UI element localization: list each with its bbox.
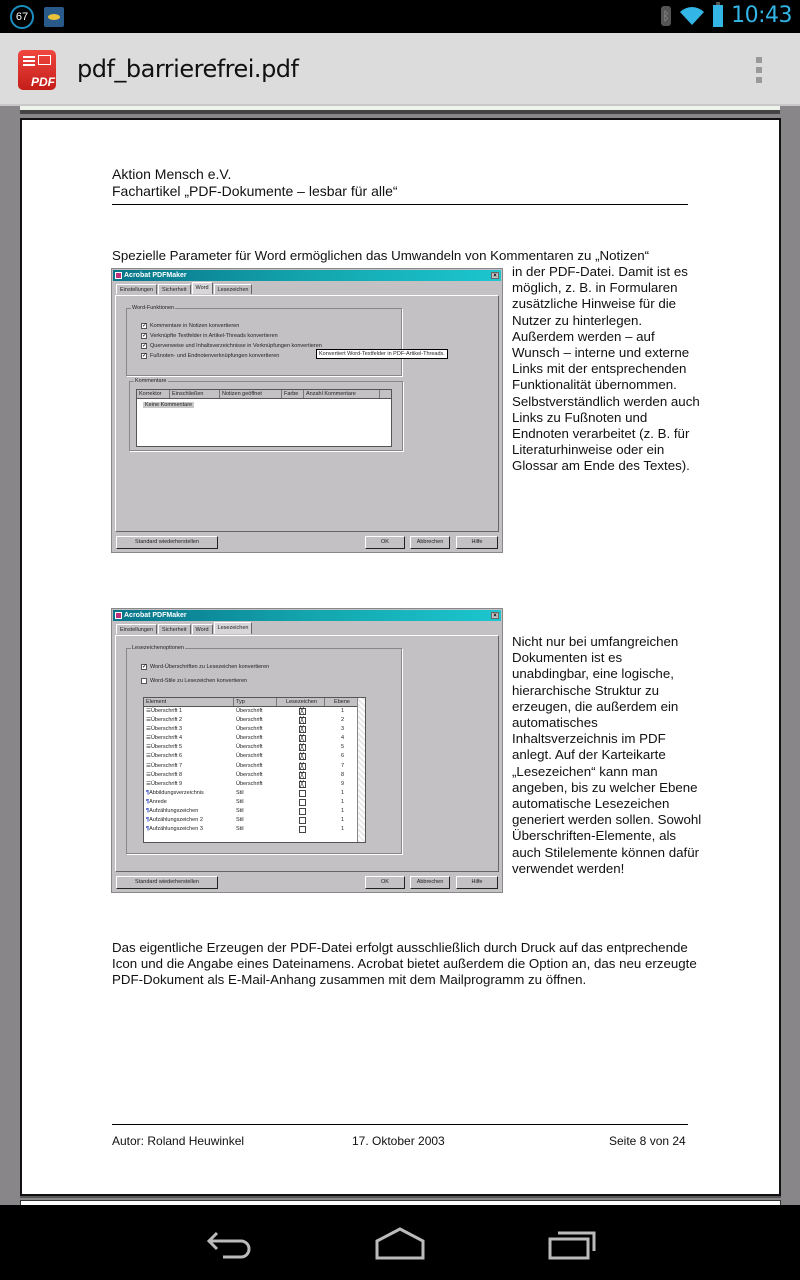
bookmark-checkbox [299,790,306,797]
clock: 10:43 [731,3,792,28]
overflow-menu-icon[interactable] [756,57,762,83]
acrobat-icon [115,272,122,279]
bookmark-checkbox [299,799,306,806]
list-row: ☰Überschrift 9 Überschrift ╳ 9 [146,780,345,788]
header-rule [112,204,688,205]
header-org: Aktion Mensch e.V. [112,166,232,182]
help-button: Hilfe [456,536,498,549]
list-row: ☰Überschrift 3 Überschrift ╳ 3 [146,726,345,734]
bookmark-checkbox: ╳ [299,708,305,715]
paragraph-style-icon: ¶ [146,826,150,833]
tab-lesezeichen: Lesezeichen [214,284,253,294]
dialog-tabs [116,624,253,634]
home-icon[interactable] [374,1227,426,1261]
previous-page-edge [20,106,780,114]
screenshot-pdfmaker-lesezeichen-tab [111,608,503,893]
bookmark-element-list: Element Typ Lesezeichen Ebene ☰Überschrift 1 Überschrift ╳ 1 ☰Überschrift 2 Überschrift ╳ 2 ☰Überschrift 3 Überschrift ╳ 3 ☰Überschrift 4 Überschrift ╳ 4 ☰Überschrift 5 Überschrift ╳ 5 ☰Überschrift 6 Überschrift ╳ 6 ☰Überschrift 7 Überschrift ╳ 7 ☰Überschrift 8 Überschrift ╳ 8 ☰Überschrift 9 Überschrift ╳ 9 ¶Abbildungsverzeichnis Stil 1 ¶Anrede Stil 1 ¶Aufzählungszeichen Stil 1 ¶Aufzählungszeichen 2 Stil 1 ¶Aufzählungszeichen 3 Stil 1 [143,697,366,843]
bookmark-checkbox [299,808,306,815]
tab-sicherheit: Sicherheit [158,624,190,634]
ok-button: OK [365,876,405,889]
notification-badge-icon: 67 [10,5,34,29]
cancel-button: Abbrechen [410,536,450,549]
tab-word: Word [192,282,213,294]
bookmark-checkbox: ╳ [299,771,305,779]
list-row: ¶Aufzählungszeichen 3 Stil 1 [146,826,345,833]
cancel-button: Abbrechen [410,876,450,889]
list-row: ☰Überschrift 8 Überschrift ╳ 8 [146,771,345,779]
checkbox-querverweise: ✓ Querverweise und Inhaltsverzeichnisse in Verknüpfungen konvertieren [142,343,322,349]
list-row: ☰Überschrift 7 Überschrift ╳ 7 [146,762,345,770]
tab-word: Word [192,624,213,634]
group-word-funktionen: Word-Funktionen ✓ Kommentare in Notizen konvertieren ✓ Verknüpfte Textfelder in Artikel-Threads konvertieren ✓ Querverweise und Inhaltsverzeichnisse in Verknüpfungen konvertieren ✓ Fußnoten- und Endnotenverknüpfungen konvertieren [126,308,402,376]
tab-panel [115,635,499,872]
help-button: Hilfe [456,876,498,889]
checkbox-stile: Word-Stile zu Lesezeichen konvertieren [141,678,247,684]
list-row: ☰Überschrift 4 Überschrift ╳ 4 [146,735,345,743]
ok-button: OK [365,536,405,549]
list-row: ☰Überschrift 6 Überschrift ╳ 6 [146,753,345,761]
status-bar [0,0,800,33]
heading-icon: ☰ [146,771,151,778]
paragraph-1-body: in der PDF-Datei. Damit ist es möglich, z. B. in Formularen zusätzliche Hinweise für die Nutzer zu hinterlegen. Außerdem werden – auf Wunsch – interne und externe Links mit der entsprechenden Funktionalität übernommen. Selbstverständlich werden auch Links zu Fußnoten und Endnoten verarbeitet (z. B. für Literaturhinweise oder ein Glossar am Ende des Textes). [512,264,700,474]
pdf-app-icon[interactable]: PDF [18,50,56,90]
list-row: ☰Überschrift 2 Überschrift ╳ 2 [146,717,345,725]
group-kommentare: Kommentare Korrektor Einschließen Notizen geöffnet Farbe Anzahl Kommentare Keine Kommentare [129,381,403,451]
list-scrollbar [357,698,365,842]
bookmark-checkbox [299,826,306,833]
bookmark-checkbox: ╳ [299,717,305,725]
footer-author: Autor: Roland Heuwinkel [112,1134,245,1148]
bookmark-checkbox: ╳ [299,735,305,743]
dialog-tabs [116,284,253,294]
list-row: ¶Abbildungsverzeichnis Stil 1 [146,789,345,796]
dialog-titlebar: Acrobat PDFMaker × [113,270,501,281]
bookmark-checkbox: ╳ [299,726,305,734]
acrobat-icon [115,612,122,619]
list-row: ¶Aufzählungszeichen Stil 1 [146,808,345,815]
group-lesezeichenoptionen: Lesezeichenoptionen ✓ Word-Überschriften zu Lesezeichen konvertieren Word-Stile zu Lesezeichen konvertieren Element Typ Lesezeichen Ebene ☰Überschrift 1 Überschrift ╳ 1 ☰Überschrift 2 Überschrift ╳ 2 ☰Überschrift 3 Überschrift ╳ 3 ☰Überschrift 4 Überschrift ╳ 4 ☰Überschrift 5 Überschrift ╳ 5 ☰Überschrift 6 Überschrift ╳ 6 ☰Überschrift 7 Überschrift ╳ 7 ☰Überschrift 8 Überschrift ╳ 8 ☰Überschrift 9 Überschrift ╳ 9 ¶Abbildungsverzeichnis Stil 1 ¶Anrede Stil 1 ¶Aufzählungszeichen Stil 1 ¶Aufzählungszeichen 2 Stil 1 ¶Aufzählungszeichen 3 Stil 1 [126,648,402,854]
heading-icon: ☰ [146,717,151,724]
footer-page-number: Seite 8 von 24 [609,1134,686,1148]
tab-panel [115,295,499,532]
heading-icon: ☰ [146,735,151,742]
paragraph-3: Das eigentliche Erzeugen der PDF-Datei erfolgt ausschließlich durch Druck auf das entprechende Icon und die Angabe eines Dateinamens. Acrobat bietet außerdem die Option an, das neu erzeugte PDF-Dokument als E-Mail-Anhang zusammen mit dem Mailprogramm zu öffnen. [112,940,697,988]
paragraph-2-body: Nicht nur bei umfangreichen Dokumenten ist es unabdingbar, eine logische, hierarchische Struktur zu erzeugen, die außerdem ein automatisches Inhaltsverzeichnis im PDF anlegt. Auf der Karteikarte „Lesezeichen“ kann man angeben, bis zu welcher Ebene automatische Lesezeichen generiert werden sollen. Sowohl Überschriften-Elemente, als auch Stilelemente können dafür verwendet werden! [512,634,702,876]
checkbox-kommentare: ✓ Kommentare in Notizen konvertieren [142,323,240,329]
action-bar [0,33,800,106]
list-row: ¶Aufzählungszeichen 2 Stil 1 [146,817,345,824]
heading-icon: ☰ [146,744,151,751]
checkbox-fussnoten: ✓ Fußnoten- und Endnotenverknüpfungen konvertieren [142,353,280,359]
reset-button: Standard wiederherstellen [116,536,218,549]
navigation-bar [0,1205,800,1280]
footer-date: 17. Oktober 2003 [352,1134,445,1148]
paragraph-1-first-line: Spezielle Parameter für Word ermöglichen das Umwandeln von Kommentaren zu „Notizen“ [112,248,650,263]
back-icon[interactable] [205,1227,255,1261]
dialog-titlebar: Acrobat PDFMaker × [113,610,501,621]
tab-lesezeichen: Lesezeichen [214,622,253,634]
bookmark-checkbox: ╳ [299,762,305,770]
battery-icon [713,5,723,27]
heading-icon: ☰ [146,780,151,787]
bookmark-checkbox: ╳ [299,753,305,761]
heading-icon: ☰ [146,726,151,733]
tab-sicherheit: Sicherheit [158,284,190,294]
header-article: Fachartikel „PDF-Dokumente – lesbar für alle“ [112,183,398,199]
close-icon: × [491,272,499,279]
close-icon: × [491,612,499,619]
document-title: pdf_barrierefrei.pdf [77,55,299,83]
comments-list: Korrektor Einschließen Notizen geöffnet Farbe Anzahl Kommentare Keine Kommentare [136,389,392,447]
tab-einstellungen: Einstellungen [116,284,157,294]
heading-icon: ☰ [146,762,151,769]
heading-icon: ☰ [146,753,151,760]
recent-apps-icon[interactable] [548,1227,598,1261]
bookmark-checkbox: ╳ [299,780,305,788]
list-row: ☰Überschrift 5 Überschrift ╳ 5 [146,744,345,752]
paragraph-style-icon: ¶ [146,798,150,805]
pdf-page[interactable] [20,118,781,1196]
tooltip: Konvertiert Word-Textfelder in PDF-Artikel-Threads. [316,349,448,359]
heading-icon: ☰ [146,708,151,714]
app-notification-icon [44,7,64,27]
list-row: ¶Anrede Stil 1 [146,798,345,805]
checkbox-ueberschriften: ✓ Word-Überschriften zu Lesezeichen konvertieren [142,664,270,670]
footer-rule [112,1124,688,1125]
list-row: ☰Überschrift 1 Überschrift ╳ 1 [146,708,345,715]
tab-einstellungen: Einstellungen [116,624,157,634]
paragraph-style-icon: ¶ [146,817,150,824]
bookmark-checkbox: ╳ [299,744,305,752]
paragraph-style-icon: ¶ [146,808,150,815]
empty-comments-row: Keine Kommentare [145,402,193,408]
checkbox-textfelder: ✓ Verknüpfte Textfelder in Artikel-Threads konvertieren [142,333,278,339]
screenshot-pdfmaker-word-tab [111,268,503,553]
paragraph-style-icon: ¶ [146,789,150,796]
bluetooth-icon: ᛒ [661,6,671,26]
reset-button: Standard wiederherstellen [116,876,218,889]
wifi-icon [679,6,705,26]
bookmark-checkbox [299,817,306,824]
